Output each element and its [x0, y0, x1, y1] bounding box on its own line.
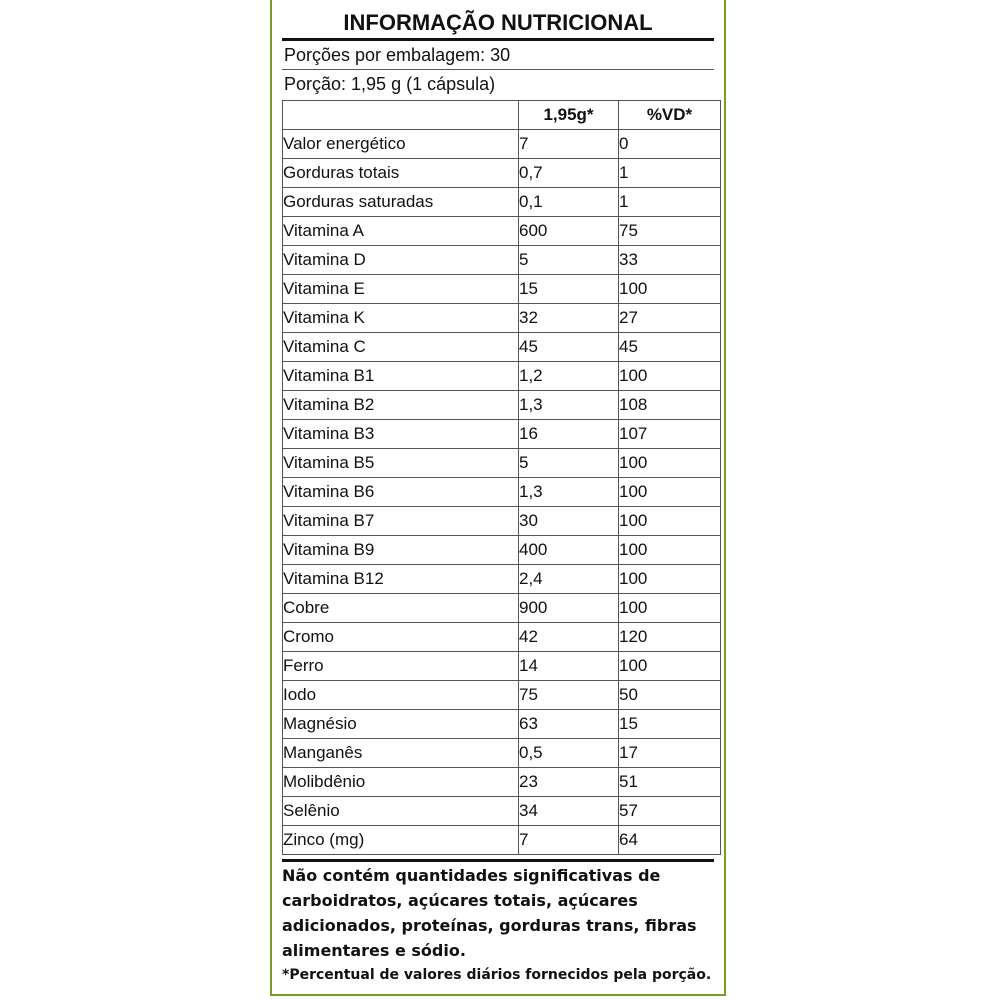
nutrient-daily-value: 120: [619, 623, 721, 652]
nutrient-amount: 7: [519, 826, 619, 855]
nutrient-daily-value: 100: [619, 594, 721, 623]
divider: [282, 859, 714, 862]
servings-per-package: Porções por embalagem: 30: [284, 45, 511, 65]
nutrition-title: INFORMAÇÃO NUTRICIONAL: [343, 10, 653, 35]
nutrient-name: Vitamina B1: [283, 362, 519, 391]
header-daily-value: %VD*: [619, 101, 721, 130]
nutrient-amount: 900: [519, 594, 619, 623]
nutrient-amount: 7: [519, 130, 619, 159]
nutrient-daily-value: 100: [619, 449, 721, 478]
nutrient-name: Vitamina A: [283, 217, 519, 246]
nutrient-name: Vitamina D: [283, 246, 519, 275]
nutrient-daily-value: 75: [619, 217, 721, 246]
nutrient-amount: 23: [519, 768, 619, 797]
nutrient-daily-value: 108: [619, 391, 721, 420]
table-header-row: [283, 101, 721, 130]
table-row: [283, 536, 721, 565]
nutrient-daily-value: 15: [619, 710, 721, 739]
nutrient-amount: 1,3: [519, 478, 619, 507]
table-row: [283, 652, 721, 681]
table-row: [283, 478, 721, 507]
header-nutrient: [283, 101, 519, 130]
nutrient-name: Vitamina B7: [283, 507, 519, 536]
nutrient-daily-value: 100: [619, 478, 721, 507]
nutrient-daily-value: 100: [619, 362, 721, 391]
header-amount: 1,95g*: [519, 101, 619, 130]
table-row: [283, 710, 721, 739]
nutrient-amount: 30: [519, 507, 619, 536]
nutrient-daily-value: 100: [619, 536, 721, 565]
nutrient-amount: 2,4: [519, 565, 619, 594]
nutrient-name: Cobre: [283, 594, 519, 623]
nutrient-amount: 5: [519, 246, 619, 275]
nutrient-daily-value: 100: [619, 507, 721, 536]
nutrient-daily-value: 50: [619, 681, 721, 710]
nutrient-daily-value: 27: [619, 304, 721, 333]
nutrient-daily-value: 107: [619, 420, 721, 449]
serving-size: Porção: 1,95 g (1 cápsula): [284, 74, 496, 94]
nutrient-name: Vitamina K: [283, 304, 519, 333]
nutrient-amount: 75: [519, 681, 619, 710]
table-row: [283, 507, 721, 536]
nutrient-name: Gorduras saturadas: [283, 188, 519, 217]
nutrient-daily-value: 100: [619, 565, 721, 594]
nutrient-name: Vitamina B9: [283, 536, 519, 565]
nutrient-name: Vitamina E: [283, 275, 519, 304]
nutrient-amount: 0,1: [519, 188, 619, 217]
nutrient-name: Selênio: [283, 797, 519, 826]
nutrient-amount: 14: [519, 652, 619, 681]
table-row: [283, 159, 721, 188]
table-row: [283, 246, 721, 275]
nutrient-name: Magnésio: [283, 710, 519, 739]
nutrient-name: Zinco (mg): [283, 826, 519, 855]
table-row: [283, 739, 721, 768]
nutrient-amount: 600: [519, 217, 619, 246]
table-row: [283, 304, 721, 333]
nutrient-amount: 16: [519, 420, 619, 449]
nutrient-daily-value: 0: [619, 130, 721, 159]
table-row: [283, 217, 721, 246]
nutrition-facts-panel: [270, 0, 726, 996]
table-row: [283, 565, 721, 594]
table-row: [283, 623, 721, 652]
nutrient-amount: 1,3: [519, 391, 619, 420]
table-row: [283, 449, 721, 478]
nutrient-name: Vitamina B5: [283, 449, 519, 478]
nutrient-amount: 1,2: [519, 362, 619, 391]
table-row: [283, 362, 721, 391]
nutrient-name: Manganês: [283, 739, 519, 768]
nutrient-daily-value: 1: [619, 188, 721, 217]
table-row: [283, 391, 721, 420]
nutrient-name: Valor energético: [283, 130, 519, 159]
nutrient-name: Vitamina C: [283, 333, 519, 362]
table-row: [283, 797, 721, 826]
table-row: [283, 130, 721, 159]
nutrient-amount: 32: [519, 304, 619, 333]
nutrient-amount: 5: [519, 449, 619, 478]
table-row: [283, 188, 721, 217]
nutrient-daily-value: 33: [619, 246, 721, 275]
nutrient-name: Ferro: [283, 652, 519, 681]
nutrient-amount: 0,7: [519, 159, 619, 188]
nutrient-daily-value: 100: [619, 652, 721, 681]
nutrient-name: Cromo: [283, 623, 519, 652]
nutrient-daily-value: 17: [619, 739, 721, 768]
nutrient-daily-value: 64: [619, 826, 721, 855]
nutrient-amount: 63: [519, 710, 619, 739]
nutrient-amount: 45: [519, 333, 619, 362]
nutrient-daily-value: 45: [619, 333, 721, 362]
daily-value-footnote: *Percentual de valores diários fornecidos pela porção.: [282, 967, 712, 983]
table-row: [283, 333, 721, 362]
nutrient-daily-value: 57: [619, 797, 721, 826]
nutrient-name: Vitamina B6: [283, 478, 519, 507]
nutrient-daily-value: 51: [619, 768, 721, 797]
nutrient-name: Vitamina B2: [283, 391, 519, 420]
table-row: [283, 826, 721, 855]
nutrient-daily-value: 1: [619, 159, 721, 188]
nutrient-name: Gorduras totais: [283, 159, 519, 188]
table-row: [283, 768, 721, 797]
nutrient-daily-value: 100: [619, 275, 721, 304]
nutrient-name: Vitamina B12: [283, 565, 519, 594]
nutrient-amount: 42: [519, 623, 619, 652]
nutrient-disclaimer: Não contém quantidades significativas de carboidratos, açúcares totais, açúcares adicionados, proteínas, gorduras trans, fibras alimentares e sódio.: [282, 866, 697, 960]
table-row: [283, 594, 721, 623]
nutrient-amount: 0,5: [519, 739, 619, 768]
table-row: [283, 275, 721, 304]
table-row: [283, 420, 721, 449]
table-row: [283, 681, 721, 710]
nutrient-amount: 34: [519, 797, 619, 826]
nutrition-table: [282, 100, 721, 855]
nutrient-name: Molibdênio: [283, 768, 519, 797]
nutrient-name: Iodo: [283, 681, 519, 710]
nutrient-amount: 15: [519, 275, 619, 304]
nutrient-name: Vitamina B3: [283, 420, 519, 449]
nutrient-amount: 400: [519, 536, 619, 565]
